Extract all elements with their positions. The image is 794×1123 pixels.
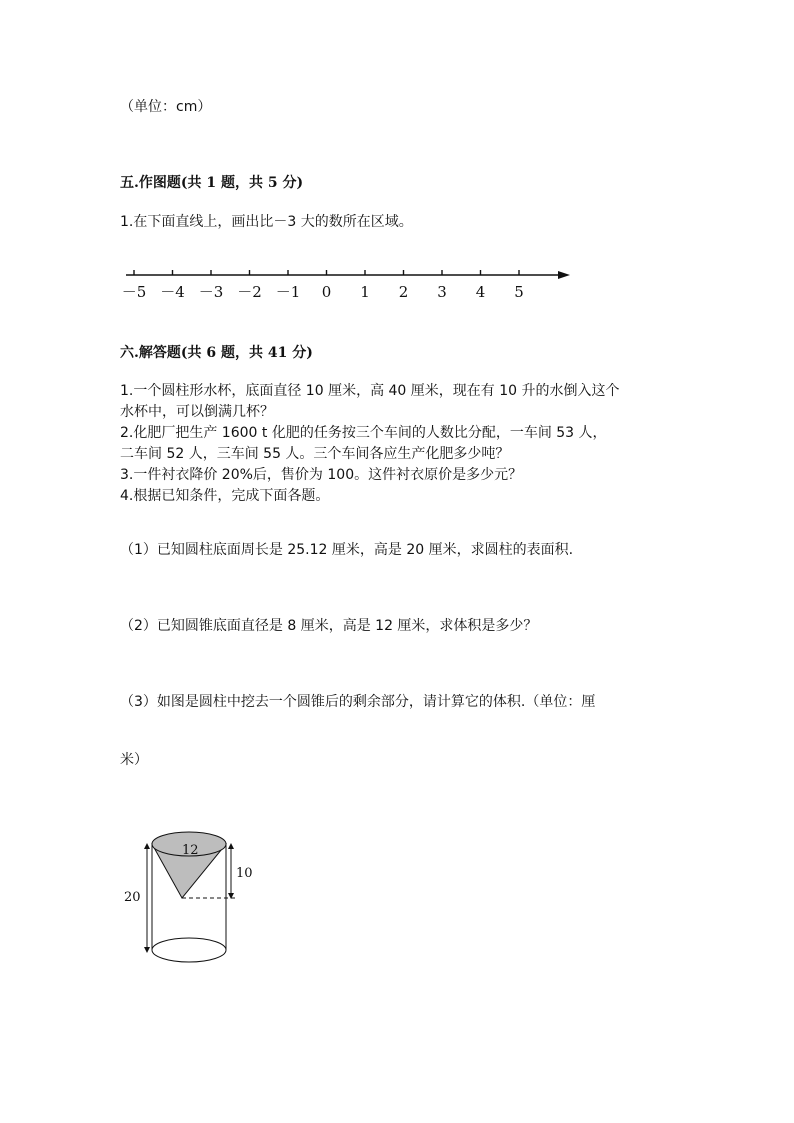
section-6-title: 六.解答题(共 6 题，共 41 分) [120,345,313,361]
number-line-tick-label: 2 [398,283,409,301]
number-line-tick-label: －2 [237,283,262,301]
q4-3-line-2: 米） [120,752,148,768]
number-line-tick-label: －3 [198,283,224,301]
diameter-label: 12 [182,843,199,858]
cylinder-height-label: 20 [124,890,141,905]
number-line-arrow [558,271,570,279]
q1-line-1: 1.一个圆柱形水杯，底面直径 10 厘米，高 40 厘米，现在有 10 升的水倒入这个 [120,383,620,399]
number-line-tick-label: 1 [360,283,370,301]
q2-line-2: 二车间 52 人，三车间 55 人。三个车间各应生产化肥多少吨？ [120,446,510,462]
q2-line-1: 2.化肥厂把生产 1600 t 化肥的任务按三个车间的人数比分配，一车间 53 人， [120,425,607,441]
number-line-tick-label: －4 [160,283,185,301]
cylinder-cone-figure [120,822,270,972]
number-line-tick-label: 4 [475,283,486,301]
unit-note: （单位：cm） [120,99,212,115]
number-line-tick-label: 3 [437,283,447,301]
q3: 3.一件衬衣降价 20%后，售价为 100。这件衬衣原价是多少元？ [120,467,523,483]
number-line-tick-label: －5 [121,283,147,301]
number-line-tick-label: 5 [514,283,524,301]
cone-height-label: 10 [236,866,253,881]
q4-2: （2）已知圆锥底面直径是 8 厘米，高是 12 厘米，求体积是多少？ [120,618,538,634]
q4: 4.根据已知条件，完成下面各题。 [120,488,330,504]
q4-3-line-1: （3）如图是圆柱中挖去一个圆锥后的剩余部分，请计算它的体积.（单位：厘 [120,694,596,710]
cylinder-bottom-ellipse [152,938,226,962]
q4-1: （1）已知圆柱底面周长是 25.12 厘米，高是 20 厘米，求圆柱的表面积. [120,542,574,558]
number-line-tick-label: －1 [275,283,301,301]
number-line [118,260,578,308]
section-5-title: 五.作图题(共 1 题，共 5 分) [120,175,304,191]
q1-line-2: 水杯中，可以倒满几杯？ [120,404,274,420]
section-5-question-1: 1.在下面直线上，画出比－3 大的数所在区域。 [120,214,413,230]
number-line-tick-label: 0 [321,283,332,301]
